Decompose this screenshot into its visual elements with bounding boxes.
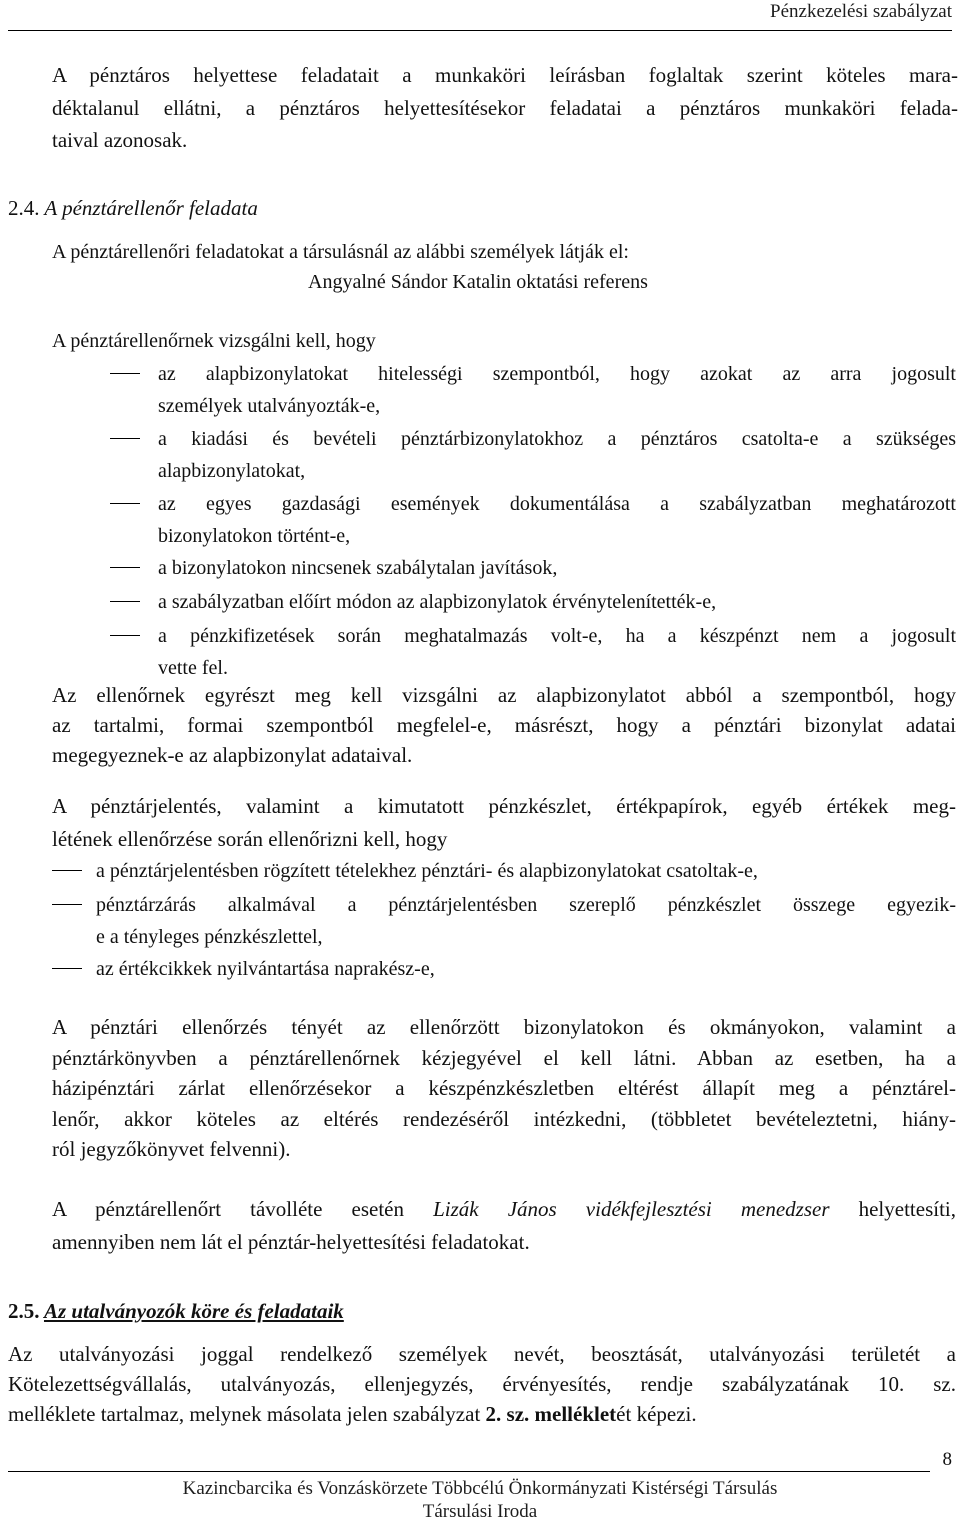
text-line: A pénztárjelentés, valamint a kimutatott pénzkészlet, értékpapírok, egyéb értékek meg- (52, 794, 956, 818)
dash-bullet (110, 438, 140, 439)
text-line: házipénztári zárlat ellenőrzésekor a készpénzkészletben eltérést állapít meg a pénztárel- (52, 1076, 956, 1100)
text-line: az alapbizonylatokat hitelességi szempontból, hogy azokat az arra jogosult (158, 363, 956, 385)
list-item (158, 488, 956, 552)
inspection-paragraph (52, 1012, 956, 1165)
text-line: lenőr, akkor köteles az eltérés rendezéséről intézkedni, (többletet bevételeztetni, hiány- (52, 1106, 956, 1131)
text-line: pénztárzárás alkalmával a pénztárjelentésben szereplő pénzkészlet összege egyezik- (96, 894, 956, 916)
text-run: ét képezi. (616, 1402, 697, 1426)
intro-paragraph (52, 59, 958, 157)
text-line: bizonylatokon történt-e, (158, 525, 351, 547)
dash-bullet (110, 601, 140, 602)
dash-bullet (110, 567, 140, 568)
text-line: A pénztáros helyettese feladatait a munkaköri leírásban foglaltak szerint köteles mara- (52, 63, 958, 87)
text-line: Az utalványozási joggal rendelkező személyek nevét, beosztását, utalványozási területét a (8, 1342, 956, 1366)
text-line: e a tényleges pénzkészlettel, (96, 926, 323, 948)
substitute-paragraph (52, 1193, 956, 1258)
section-heading-2-4 (8, 193, 258, 223)
text-run: melléklete tartalmaz, melynek másolata jelen szabályzat (8, 1402, 486, 1426)
page-number: 8 (942, 1449, 952, 1470)
section-number: 2.4. (8, 196, 40, 220)
footer-office: Társulási Iroda (422, 1501, 538, 1522)
text-line: a kiadási és bevételi pénztárbizonylatokhoz a pénztáros csatolta-e a szükséges (158, 428, 956, 450)
text-line (52, 1193, 956, 1226)
section-title: A pénztárellenőr feladata (44, 196, 258, 220)
dash-bullet (52, 968, 82, 969)
text-run: helyettesíti, (829, 1197, 956, 1221)
substitute-name: Lizák János vidékfejlesztési menedzser (433, 1197, 830, 1221)
controllers-intro: A pénztárellenőri feladatokat a társulásnál az alábbi személyek látják el: (52, 241, 629, 263)
appendix-reference: t (609, 1402, 617, 1426)
authorizers-paragraph (8, 1339, 956, 1429)
text-line: a szabályzatban előírt módon az alapbizonylatok érvénytelenítették-e, (158, 591, 717, 613)
footer-organization: Kazincbarcika és Vonzáskörzete Többcélú Önkormányzati Kistérségi Társulás (182, 1478, 778, 1499)
dash-bullet (52, 904, 82, 905)
dash-bullet (110, 635, 140, 636)
text-run: A pénztárellenőrt távolléte esetén (52, 1197, 434, 1221)
text-line: ról jegyzőkönyvet felvenni). (52, 1137, 291, 1161)
text-line: Kötelezettségvállalás, utalványozás, ellenjegyzés, érvényesítés, rendje szabályzatának 10. sz. (8, 1372, 956, 1396)
text-line: létének ellenőrzése során ellenőrizni kell, hogy (52, 826, 448, 851)
text-line: személyek utalványozták-e, (158, 395, 381, 417)
text-line: a bizonylatokon nincsenek szabálytalan javítások, (158, 557, 558, 579)
list-item (96, 953, 940, 985)
list-item (158, 423, 956, 487)
text-line: vette fel. (158, 657, 228, 679)
list-item (158, 620, 956, 684)
list-item (96, 855, 940, 887)
list-item (158, 586, 956, 618)
text-line: az egyes gazdasági események dokumentálása a szabályzatban meghatározott (158, 493, 956, 515)
text-line: az tartalmi, formai szempontból megfelel-e, másrészt, hogy a pénztári bizonylat adatai (52, 713, 956, 737)
must-check-intro: A pénztárellenőrnek vizsgálni kell, hogy (52, 330, 376, 352)
header-rule (8, 30, 952, 31)
text-line: pénztárkönyvben a pénztárellenőrnek kézjegyével el kell látni. Abban az esetben, ha a (52, 1045, 956, 1070)
running-header: Pénzkezelési szabályzat (770, 1, 952, 22)
section-heading-2-5 (8, 1296, 344, 1326)
text-line: megegyeznek-e az alapbizonylat adataival. (52, 743, 413, 767)
section-title: Az utalványozók köre és feladataik (43, 1299, 344, 1323)
text-line: déktalanul ellátni, a pénztáros helyettesítésekor feladatai a pénztáros munkaköri felada- (52, 95, 958, 120)
list-item (96, 889, 956, 953)
dash-bullet (110, 373, 140, 374)
list-item (158, 358, 956, 422)
dash-bullet (110, 503, 140, 504)
text-line: taival azonosak. (52, 128, 188, 152)
text-line: az értékcikkek nyilvántartása naprakész-e, (96, 958, 435, 980)
text-line: a pénzkifizetések során meghatalmazás volt-e, ha a készpénzt nem a jogosult (158, 625, 956, 647)
report-paragraph (52, 790, 956, 855)
list-item (158, 552, 956, 584)
text-line: A pénztári ellenőrzés tényét az ellenőrzött bizonylatokon és okmányokon, valamint a (52, 1015, 956, 1039)
controller-person: Angyalné Sándor Katalin oktatási referens (308, 271, 648, 293)
text-line (8, 1399, 956, 1429)
text-line: alapbizonylatokat, (158, 460, 306, 482)
section-number: 2.5. (8, 1299, 40, 1323)
dash-bullet (52, 870, 82, 871)
text-line: a pénztárjelentésben rögzített tételekhez pénztári- és alapbizonylatokat csatoltak-e, (96, 860, 758, 882)
text-line: Az ellenőrnek egyrészt meg kell vizsgálni az alapbizonylatot abból a szempontból, hogy (52, 683, 956, 707)
controller-paragraph (52, 680, 956, 770)
text-line: amennyiben nem lát el pénztár-helyettesítési feladatokat. (52, 1229, 530, 1254)
footer-rule (8, 1471, 930, 1472)
appendix-reference: 2. sz. mellékle (485, 1402, 610, 1426)
